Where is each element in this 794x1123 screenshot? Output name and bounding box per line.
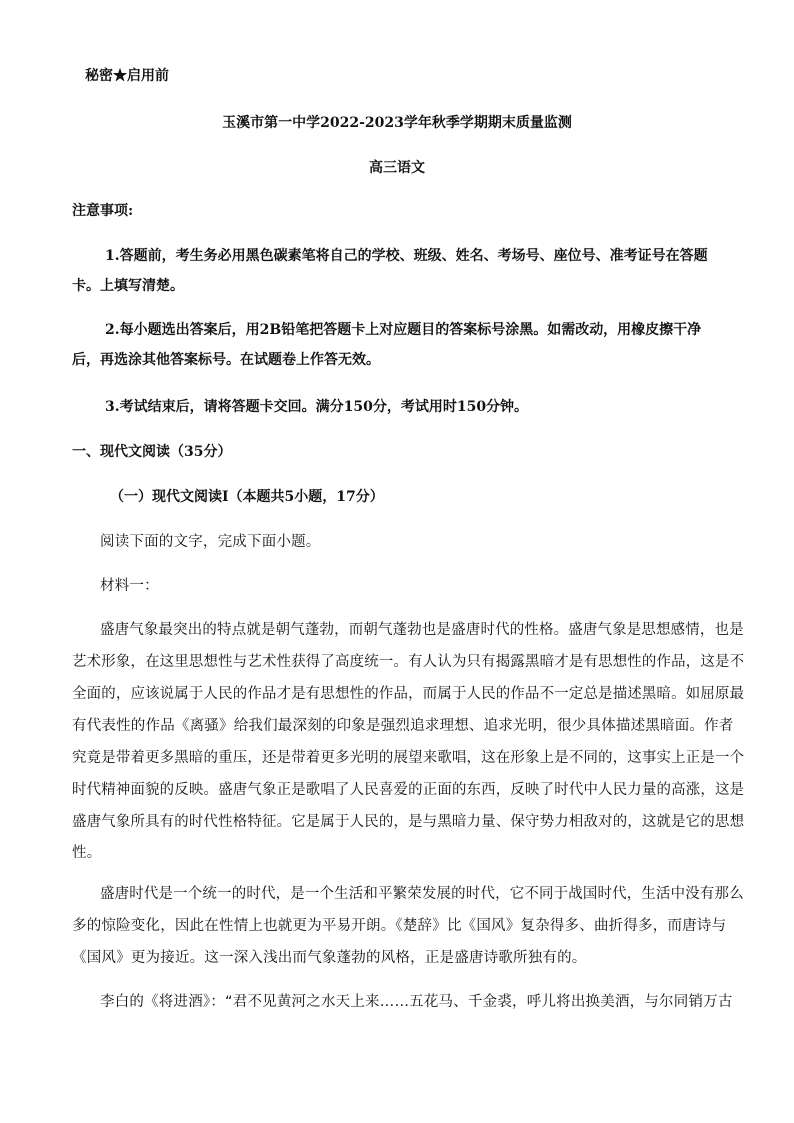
section-1-subheading: （一）现代文阅读I（本题共5小题，17分）	[110, 489, 384, 505]
paragraph-1-line-5: 究竟是带着更多黑暗的重压，还是带着更多光明的展望来歌唱，这在形象上是不同的，这事实上正是一个	[72, 750, 745, 766]
reading-instruction: 阅读下面的文字，完成下面小题。	[100, 534, 321, 550]
paragraph-1-line-7: 盛唐气象所具有的时代性格特征。它是属于人民的，是与黑暗力量、保守势力相敌对的，这就是它的思想	[72, 814, 745, 830]
paragraph-1-line-2: 艺术形象，在这里思想性与艺术性获得了高度统一。有人认为只有揭露黑暗才是有思想性的作品，这是不	[72, 654, 745, 670]
paragraph-1-line-4: 有代表性的作品《离骚》给我们最深刻的印象是强烈追求理想、追求光明，很少具体描述黑暗面。作者	[72, 718, 734, 734]
notice-item-3-line-1: 3.考试结束后，请将答题卡交回。满分150分，考试用时150分钟。	[105, 399, 529, 415]
notice-item-1-line-2: 卡。上填写清楚。	[72, 278, 184, 294]
paragraph-2-line-2: 多的惊险变化，因此在性情上也就更为平易开朗。《楚辞》比《国风》复杂得多、曲折得多，而唐诗与	[72, 918, 727, 934]
section-1-heading: 一、现代文阅读（35分）	[72, 444, 232, 460]
paragraph-1-line-1: 盛唐气象最突出的特点就是朝气蓬勃，而朝气蓬勃也是盛唐时代的性格。盛唐气象是思想感情，也是	[100, 622, 744, 638]
secret-label: 秘密★启用前	[85, 68, 169, 84]
paragraph-2-line-3: 《国风》更为接近。这一深入浅出而气象蓬勃的风格，正是盛唐诗歌所独有的。	[72, 950, 587, 966]
exam-title: 玉溪市第一中学2022-2023学年秋季学期期末质量监测	[222, 115, 572, 131]
paragraph-1-line-8: 性。	[72, 845, 102, 861]
paragraph-1-line-3: 全面的，应该说属于人民的作品才是有思想性的作品，而属于人民的作品不一定总是描述黑暗。如屈原最	[72, 686, 745, 702]
material-label: 材料一：	[100, 578, 159, 594]
notice-item-2-line-1: 2.每小题选出答案后，用2B铅笔把答题卡上对应题目的答案标号涂黑。如需改动，用橡皮擦干净	[105, 322, 702, 338]
paragraph-1-line-6: 时代精神面貌的反映。盛唐气象正是歌唱了人民喜爱的正面的东西，反映了时代中人民力量的高涨，这是	[72, 782, 745, 798]
paragraph-2-line-1: 盛唐时代是一个统一的时代，是一个生活和平繁荣发展的时代，它不同于战国时代，生活中没有那么	[100, 886, 744, 902]
paragraph-3-line-1: 李白的《将进酒》：“君不见黄河之水天上来……五花马、千金裘，呼儿将出换美酒，与尔同销万古	[100, 994, 733, 1010]
subject-title: 高三语文	[369, 160, 425, 176]
notice-item-2-line-2: 后，再选涂其他答案标号。在试题卷上作答无效。	[72, 352, 380, 368]
notice-heading: 注意事项:	[72, 203, 134, 219]
notice-item-1-line-1: 1.答题前，考生务必用黑色碳素笔将自己的学校、班级、姓名、考场号、座位号、准考证号在答题	[105, 248, 708, 264]
